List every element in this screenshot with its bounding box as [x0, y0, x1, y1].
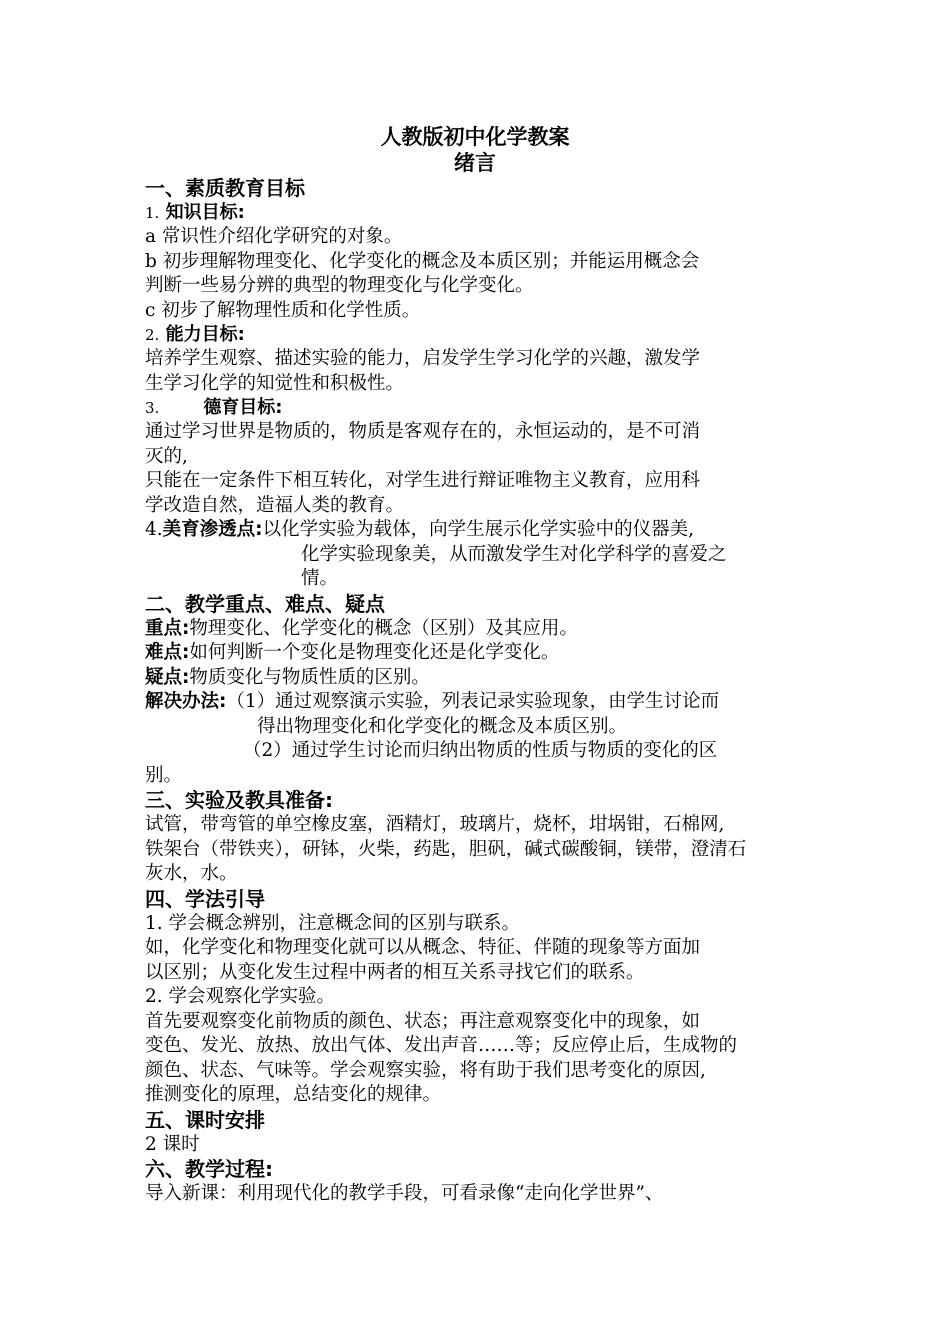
document-title: 人教版初中化学教案	[380, 125, 570, 149]
subheading-knowledge: 1. 知识目标:	[145, 202, 245, 223]
paragraph-line: 只能在一定条件下相互转化，对学生进行辩证唯物主义教育，应用科	[145, 470, 701, 491]
paragraph-line: 化学实验现象美，从而激发学生对化学科学的喜爱之	[301, 543, 727, 565]
paragraph-line: 通过学习世界是物质的，物质是客观存在的，永恒运动的，是不可消	[145, 421, 701, 442]
paragraph-line: 如，化学变化和物理变化就可以从概念、特征、伴随的现象等方面加	[145, 937, 701, 958]
section-heading-1: 一、素质教育目标	[145, 176, 305, 200]
section-heading-4: 四、学法引导	[145, 886, 265, 911]
paragraph-line: 推测变化的原理，总结变化的规律。	[145, 1084, 442, 1105]
difficulty-line: 难点:如何判断一个变化是物理变化还是化学变化。	[145, 642, 560, 663]
paragraph-line: 1. 学会概念辨别，注意概念间的区别与联系。	[145, 912, 521, 934]
section-heading-5: 五、课时安排	[145, 1107, 265, 1132]
paragraph-line: 导入新课：利用现代化的教学手段，可看录像“走向化学世界”、	[145, 1183, 664, 1204]
paragraph-line: b 初步理解物理变化、化学变化的概念及本质区别；并能运用概念会	[145, 250, 700, 272]
paragraph-line: 颜色、状态、气味等。学会观察实验，将有助于我们思考变化的原因,	[145, 1059, 706, 1081]
paragraph-line: 生学习化学的知觉性和积极性。	[145, 372, 405, 394]
paragraph-line: 首先要观察变化前物质的颜色、状态；再注意观察变化中的现象，如	[145, 1010, 701, 1032]
doubt-line: 疑点:物质变化与物质性质的区别。	[145, 666, 430, 688]
subheading-ability: 2. 能力目标:	[145, 324, 245, 345]
paragraph-line: 灰水，水。	[145, 863, 238, 884]
paragraph-line: 学改造自然，造福人类的教育。	[145, 494, 405, 516]
paragraph-line: 以区别；从变化发生过程中两者的相互关系寻找它们的联系。	[145, 961, 645, 983]
solution-line: 解决办法:（1）通过观察演示实验，列表记录实验现象，由学生讨论而	[145, 691, 720, 712]
aesthetic-point-line: 4.美育渗透点:以化学实验为载体，向学生展示化学实验中的仪器美,	[145, 519, 694, 540]
paragraph-line: 变色、发光、放热、放出气体、发出声音……等；反应停止后，生成物的	[145, 1035, 738, 1056]
section-heading-2: 二、教学重点、难点、疑点	[145, 591, 385, 616]
paragraph-line: 灭的,	[145, 445, 188, 467]
paragraph-line: c 初步了解物理性质和化学性质。	[145, 299, 421, 321]
paragraph-line: a 常识性介绍化学研究的对象。	[145, 226, 403, 247]
paragraph-line: （2）通过学生讨论而归纳出物质的性质与物质的变化的区	[243, 740, 718, 761]
subheading-moral: 3. 德育目标:	[145, 397, 283, 418]
key-point-line: 重点:物理变化、化学变化的概念（区别）及其应用。	[145, 617, 578, 639]
paragraph-line: 别。	[145, 764, 183, 786]
section-heading-6: 六、教学过程:	[145, 1157, 273, 1181]
document-body	[145, 124, 815, 1207]
paragraph-line: 判断一些易分辨的典型的物理变化与化学变化。	[145, 275, 534, 296]
paragraph-line: 2. 学会观察化学实验。	[145, 986, 336, 1007]
paragraph-line: 试管，带弯管的单空橡皮塞，酒精灯，玻璃片，烧杯，坩埚钳，石棉网,	[145, 814, 725, 835]
paragraph-line: 2 课时	[145, 1133, 200, 1155]
paragraph-line: 得出物理变化和化学变化的概念及本质区别。	[257, 715, 628, 737]
paragraph-line: 铁架台（带铁夹），研钵，火柴，药匙，胆矾，碱式碳酸铜，镁带，澄清石	[145, 838, 747, 860]
paragraph-line: 情。	[301, 568, 339, 589]
paragraph-line: 培养学生观察、描述实验的能力，启发学生学习化学的兴趣，激发学	[145, 348, 701, 369]
section-heading-3: 三、实验及教具准备:	[145, 788, 333, 812]
document-subtitle: 绪言	[454, 151, 496, 175]
